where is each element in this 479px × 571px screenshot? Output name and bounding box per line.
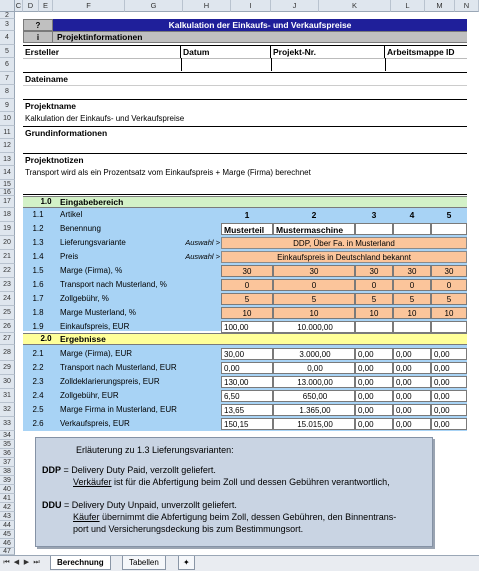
row-number: 2.5	[32, 405, 44, 414]
result-cell: 0,00	[393, 348, 431, 360]
row-header[interactable]: 3	[0, 19, 15, 31]
input-cell[interactable]: 10.000,00	[273, 321, 355, 333]
input-cell[interactable]: 30	[273, 265, 355, 277]
row-number: 1.9	[32, 322, 44, 331]
last-sheet-icon[interactable]: ⏭	[33, 559, 40, 566]
row-label: Marge Musterland, %	[60, 308, 137, 317]
row-number: 2.4	[32, 391, 44, 400]
row-header[interactable]: 45	[0, 530, 15, 539]
column-number: 4	[409, 210, 415, 220]
row-header[interactable]: 28	[0, 345, 15, 361]
column-header-m[interactable]: M	[425, 0, 455, 12]
input-cell[interactable]	[431, 321, 467, 333]
row-header[interactable]: 47	[0, 548, 15, 555]
result-cell: 1.365,00	[273, 404, 355, 416]
column-header-f[interactable]: F	[53, 0, 125, 12]
row-header[interactable]: 14	[0, 166, 15, 180]
projektname-label: Projektname	[23, 99, 467, 112]
input-cell[interactable]: 100,00	[221, 321, 273, 333]
input-cell[interactable]: 30	[355, 265, 393, 277]
row-header[interactable]: 46	[0, 539, 15, 548]
column-header-d[interactable]: D	[23, 0, 39, 12]
result-cell: 0,00	[355, 390, 393, 402]
row-header[interactable]: 4	[0, 31, 15, 45]
section-results-number: 2.0	[40, 334, 52, 343]
result-cell: 30,00	[221, 348, 273, 360]
column-header-j[interactable]: J	[271, 0, 319, 12]
row-header[interactable]: 20	[0, 236, 15, 250]
input-cell[interactable]: 10	[431, 307, 467, 319]
row-header[interactable]: 39	[0, 476, 15, 485]
result-cell: 6,50	[221, 390, 273, 402]
result-cell: 0,00	[355, 362, 393, 374]
row-label: Zolldeklarierungspreis, EUR	[60, 377, 160, 386]
sheet-tab-bar	[0, 555, 479, 571]
result-cell: 3.000,00	[273, 348, 355, 360]
row-label: Marge Firma in Musterland, EUR	[60, 405, 177, 414]
projektname-value[interactable]: Kalkulation der Einkaufs- und Verkaufspreise	[25, 114, 185, 123]
row-header[interactable]: 27	[0, 333, 15, 345]
input-cell[interactable]: 10	[221, 307, 273, 319]
input-cell[interactable]: 5	[393, 293, 431, 305]
dateiname-label: Dateiname	[23, 72, 467, 85]
divider	[385, 58, 386, 71]
projektnotizen-value[interactable]: Transport wird als ein Prozentsatz vom Einkaufspreis + Marge (Firma) berechnet	[25, 168, 311, 177]
row-label: Zollgebühr, EUR	[60, 391, 119, 400]
row-header[interactable]: 17	[0, 196, 15, 208]
ddu-description: Käufer übernimmt die Abfertigung beim Zoll, dessen Gebühren, den Binnentrans-	[73, 512, 397, 522]
row-number: 1.5	[32, 266, 44, 275]
row-label: Marge (Firma), %	[60, 266, 123, 275]
select-all-corner[interactable]	[0, 0, 15, 12]
result-cell: 130,00	[221, 376, 273, 388]
row-label: Zollgebühr, %	[60, 294, 109, 303]
row-number: 1.3	[32, 238, 44, 247]
grundinformationen-label: Grundinformationen	[23, 126, 467, 139]
ddu-description-cont: port und Versicherungsdeckung bis zum Bestimmungsort.	[73, 524, 304, 534]
dateiname-input[interactable]	[23, 85, 467, 98]
next-sheet-icon[interactable]: ▶	[23, 559, 30, 566]
result-cell: 0,00	[393, 362, 431, 374]
row-header[interactable]: 31	[0, 389, 15, 403]
row-label: Benennung	[60, 224, 101, 233]
projekt-nr-label: Projekt-Nr.	[271, 45, 385, 58]
row-label: Verkaufspreis, EUR	[60, 419, 130, 428]
result-cell: 0,00	[393, 404, 431, 416]
auswahl-hint: Auswahl >	[185, 238, 220, 247]
column-header-n[interactable]: N	[455, 0, 479, 12]
input-cell[interactable]: 5	[221, 293, 273, 305]
projektnotizen-label: Projektnotizen	[23, 153, 467, 166]
row-header[interactable]: 35	[0, 440, 15, 449]
result-cell: 0,00	[431, 362, 467, 374]
arbeitsmappe-id-label: Arbeitsmappe ID	[385, 45, 467, 58]
row-header[interactable]: 44	[0, 521, 15, 530]
row-header[interactable]: 37	[0, 458, 15, 467]
result-cell: 0,00	[431, 348, 467, 360]
row-header[interactable]: 18	[0, 208, 15, 222]
row-header[interactable]: 9	[0, 99, 15, 112]
row-header[interactable]: 41	[0, 494, 15, 503]
page-title: Kalkulation der Einkaufs- und Verkaufspreise	[53, 19, 467, 31]
column-header-l[interactable]: L	[391, 0, 425, 12]
column-number: 5	[446, 210, 452, 220]
result-cell: 0,00	[355, 376, 393, 388]
row-header[interactable]: 43	[0, 512, 15, 521]
row-header[interactable]: 34	[0, 431, 15, 440]
row-header[interactable]: 21	[0, 250, 15, 264]
row-number: 2.1	[32, 349, 44, 358]
row-header[interactable]: 29	[0, 361, 15, 375]
row-number: 2.6	[32, 419, 44, 428]
column-number: 1	[244, 210, 250, 220]
row-number: 1.7	[32, 294, 44, 303]
prev-sheet-icon[interactable]: ◀	[13, 559, 20, 566]
input-cell[interactable]: 10	[393, 307, 431, 319]
row-header[interactable]: 10	[0, 112, 15, 126]
input-cell[interactable]: 0	[355, 279, 393, 291]
ddp-title: DDP = Delivery Duty Paid, verzollt geliefert.	[42, 465, 216, 475]
section-input-number: 1.0	[40, 197, 52, 206]
result-cell: 0,00	[431, 404, 467, 416]
row-header[interactable]: 15	[0, 180, 15, 189]
row-number: 1.6	[32, 280, 44, 289]
input-cell[interactable]: 5	[355, 293, 393, 305]
divider	[23, 194, 467, 195]
input-cell[interactable]: 30	[431, 265, 467, 277]
row-label: Preis	[60, 252, 79, 261]
auswahl-hint: Auswahl >	[185, 252, 220, 261]
row-header[interactable]: 7	[0, 72, 15, 85]
result-cell: 13.000,00	[273, 376, 355, 388]
input-cell[interactable]: 30	[393, 265, 431, 277]
result-cell: 15.015,00	[273, 418, 355, 430]
column-header-e[interactable]: E	[39, 0, 53, 12]
row-number: 1.8	[32, 308, 44, 317]
section-results-title: Ergebnisse	[60, 334, 106, 344]
row-label: Transport nach Musterland, %	[60, 280, 167, 289]
row-number: 1.1	[32, 210, 44, 219]
datum-label: Datum	[181, 45, 271, 58]
input-cell[interactable]: 30	[221, 265, 273, 277]
row-header[interactable]: 26	[0, 320, 15, 333]
column-header-g[interactable]: G	[125, 0, 183, 12]
input-cell[interactable]: 5	[431, 293, 467, 305]
column-number: 3	[371, 210, 377, 220]
result-cell: 0,00	[393, 390, 431, 402]
row-label: Marge (Firma), EUR	[60, 349, 133, 358]
result-cell: 150,15	[221, 418, 273, 430]
row-header[interactable]: 6	[0, 58, 15, 72]
row-header[interactable]: 23	[0, 278, 15, 292]
delivery-dropdown[interactable]: DDP, Über Fa. in Musterland	[221, 237, 467, 249]
explanation-box	[35, 437, 433, 547]
input-cell[interactable]: 5	[273, 293, 355, 305]
result-cell: 0,00	[431, 418, 467, 430]
row-header[interactable]: 2	[0, 12, 15, 19]
result-cell: 0,00	[393, 418, 431, 430]
result-cell: 0,00	[393, 376, 431, 388]
input-cell[interactable]	[355, 223, 393, 235]
result-cell: 13,65	[221, 404, 273, 416]
result-cell: 0,00	[431, 390, 467, 402]
row-header[interactable]: 13	[0, 153, 15, 166]
first-sheet-icon[interactable]: ⏮	[3, 559, 10, 566]
insert-sheet-icon[interactable]: ✦	[178, 556, 195, 570]
input-cell[interactable]	[393, 321, 431, 333]
row-number: 1.2	[32, 224, 44, 233]
row-header[interactable]: 38	[0, 467, 15, 476]
help-marker[interactable]: ?	[23, 19, 53, 31]
row-header[interactable]: 42	[0, 503, 15, 512]
row-header[interactable]: 16	[0, 189, 15, 196]
meta-values-row[interactable]	[23, 58, 467, 71]
input-cell[interactable]: 10	[273, 307, 355, 319]
row-header[interactable]: 5	[0, 45, 15, 58]
column-header-k[interactable]: K	[319, 0, 391, 12]
column-header-c[interactable]: C	[15, 1, 22, 10]
section-project-info: Projektinformationen	[53, 31, 467, 43]
input-cell[interactable]: 10	[355, 307, 393, 319]
row-header[interactable]: 8	[0, 85, 15, 99]
result-cell: 0,00	[221, 362, 273, 374]
grundinformationen-input[interactable]	[23, 139, 467, 152]
input-cell[interactable]: 0	[221, 279, 273, 291]
row-header[interactable]: 33	[0, 417, 15, 431]
divider	[181, 58, 182, 71]
input-cell[interactable]	[431, 223, 467, 235]
result-cell: 0,00	[431, 376, 467, 388]
input-cell[interactable]: Mustermaschine	[273, 223, 355, 235]
input-cell[interactable]: 0	[431, 279, 467, 291]
row-header[interactable]: 24	[0, 292, 15, 306]
result-cell: 0,00	[273, 362, 355, 374]
row-header[interactable]: 19	[0, 222, 15, 236]
input-cell[interactable]	[393, 223, 431, 235]
row-number: 2.2	[32, 363, 44, 372]
row-header[interactable]: 22	[0, 264, 15, 278]
row-header[interactable]: 12	[0, 139, 15, 153]
result-cell: 650,00	[273, 390, 355, 402]
explanation-heading: Erläuterung zu 1.3 Lieferungsvarianten:	[76, 445, 234, 455]
row-header[interactable]: 32	[0, 403, 15, 417]
row-header[interactable]: 40	[0, 485, 15, 494]
ddp-description: Verkäufer ist für die Abfertigung beim Zoll und dessen Gebühren verantwortlich,	[73, 477, 390, 487]
input-cell[interactable]	[355, 321, 393, 333]
row-header[interactable]: 30	[0, 375, 15, 389]
row-label: Lieferungsvariante	[60, 238, 126, 247]
result-cell: 0,00	[355, 404, 393, 416]
ersteller-label: Ersteller	[23, 45, 181, 58]
input-cell[interactable]: Musterteil	[221, 223, 273, 235]
row-number: 1.4	[32, 252, 44, 261]
row-header[interactable]: 25	[0, 306, 15, 320]
delivery-dropdown[interactable]: Einkaufspreis in Deutschland bekannt	[221, 251, 467, 263]
column-number: 2	[311, 210, 317, 220]
tab-tabellen[interactable]: Tabellen	[122, 556, 166, 570]
row-number: 2.3	[32, 377, 44, 386]
row-header[interactable]: 36	[0, 449, 15, 458]
column-header-i[interactable]: I	[231, 0, 271, 12]
column-header-h[interactable]: H	[183, 0, 231, 12]
row-label: Einkaufspreis, EUR	[60, 322, 130, 331]
row-header[interactable]: 11	[0, 126, 15, 139]
result-cell: 0,00	[355, 418, 393, 430]
ddu-title: DDU = Delivery Duty Unpaid, unverzollt geliefert.	[42, 500, 237, 510]
row-label: Artikel	[60, 210, 83, 219]
tab-berechnung[interactable]: Berechnung	[50, 556, 111, 570]
divider	[271, 58, 272, 71]
row-label: Transport nach Musterland, EUR	[60, 363, 177, 372]
result-cell: 0,00	[355, 348, 393, 360]
input-cell[interactable]: 0	[393, 279, 431, 291]
input-cell[interactable]: 0	[273, 279, 355, 291]
info-marker[interactable]: i	[23, 31, 53, 43]
section-input-title: Eingabebereich	[60, 197, 124, 207]
